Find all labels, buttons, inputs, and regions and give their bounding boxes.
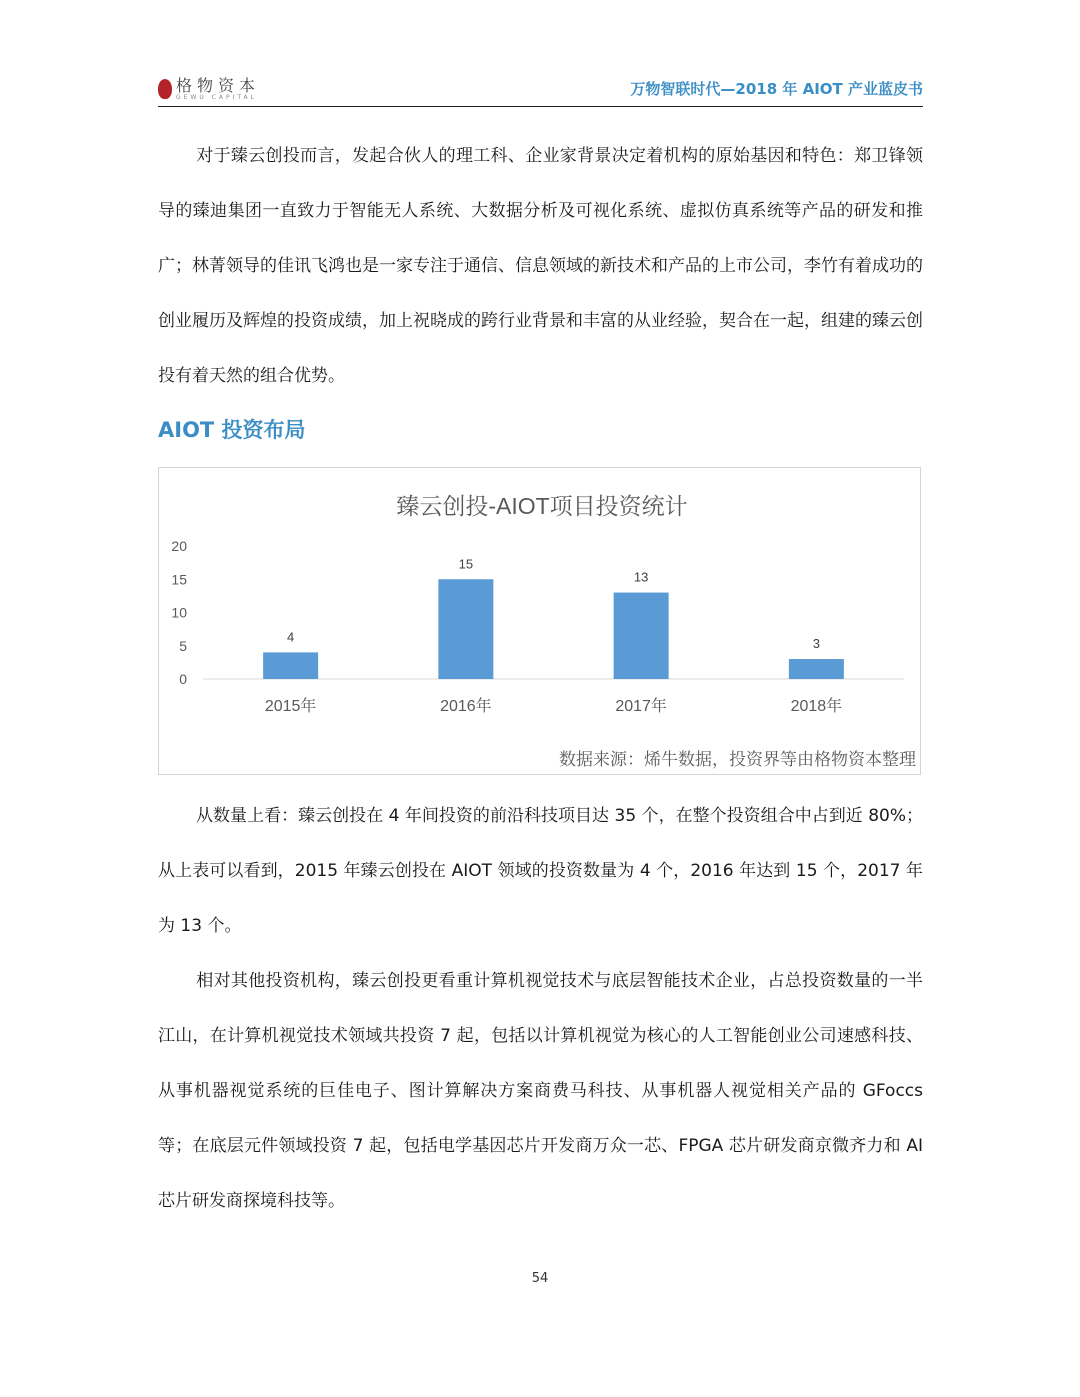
x-tick-label: 2018年 [790,698,843,715]
y-tick-label: 0 [179,671,187,687]
logo-subtext: GEWU CAPITAL [176,93,257,101]
data-label: 4 [287,629,295,645]
investment-chart [158,467,921,775]
bar [789,659,844,679]
report-title: 万物智联时代—2018 年 AIOT 产业蓝皮书 [630,80,923,98]
chart-svg [159,468,922,776]
data-label: 3 [812,636,820,652]
y-tick-label: 10 [171,604,187,621]
x-tick-label: 2015年 [264,698,317,715]
paragraph-focus-text: 相对其他投资机构，臻云创投更看重计算机视觉技术与底层智能技术企业，占总投资数量的一半江山，在计算机视觉技术领域共投资 7 起，包括以计算机视觉为核心的人工智能创业公司速感科技、从事机器视觉系统的巨佳电子、图计算解决方案商费马科技、从事机器人视觉相关产品的 GFoccs 等；在底层元件领域投资 7 起，包括电学基因芯片开发商万众一芯、FPGA 芯片研发商京微齐力和 AI 芯片研发商探境科技等。 [158,971,923,1211]
data-label: 15 [458,556,474,572]
page-header [158,74,923,107]
chart-source-note: 数据来源：烯牛数据，投资界等由格物资本整理 [559,750,916,769]
bar [614,593,669,679]
x-tick-label: 2017年 [615,698,667,715]
logo-text: 格物资本 [176,75,261,95]
logo-mark-icon [158,79,172,99]
paragraph-intro [158,129,923,404]
bar [263,652,318,679]
section-title: AIOT 投资布局 [158,418,306,442]
paragraph-focus [158,954,923,1229]
y-tick-label: 15 [171,571,187,588]
paragraph-quantity [158,789,923,954]
bar [438,579,493,679]
y-tick-label: 5 [179,637,187,654]
logo [158,76,260,102]
paragraph-quantity-text: 从数量上看：臻云创投在 4 年间投资的前沿科技项目达 35 个，在整个投资组合中占到近 80%；从上表可以看到，2015 年臻云创投在 AIOT 领域的投资数量为 4 个，2016 年达到 15 个，2017 年为 13 个。 [158,806,923,936]
x-tick-label: 2016年 [440,698,492,715]
page-number: 54 [531,1271,549,1286]
data-label: 13 [633,569,649,585]
y-tick-label: 20 [171,538,187,554]
chart-title: 臻云创投-AIOT项目投资统计 [396,493,688,519]
paragraph-intro-text: 对于臻云创投而言，发起合伙人的理工科、企业家背景决定着机构的原始基因和特色：郑卫锋领导的臻迪集团一直致力于智能无人系统、大数据分析及可视化系统、虚拟仿真系统等产品的研发和推广；林菁领导的佳讯飞鸿也是一家专注于通信、信息领域的新技术和产品的上市公司，李竹有着成功的创业履历及辉煌的投资成绩，加上祝晓成的跨行业背景和丰富的从业经验，契合在一起，组建的臻云创投有着天然的组合优势。 [158,146,923,386]
